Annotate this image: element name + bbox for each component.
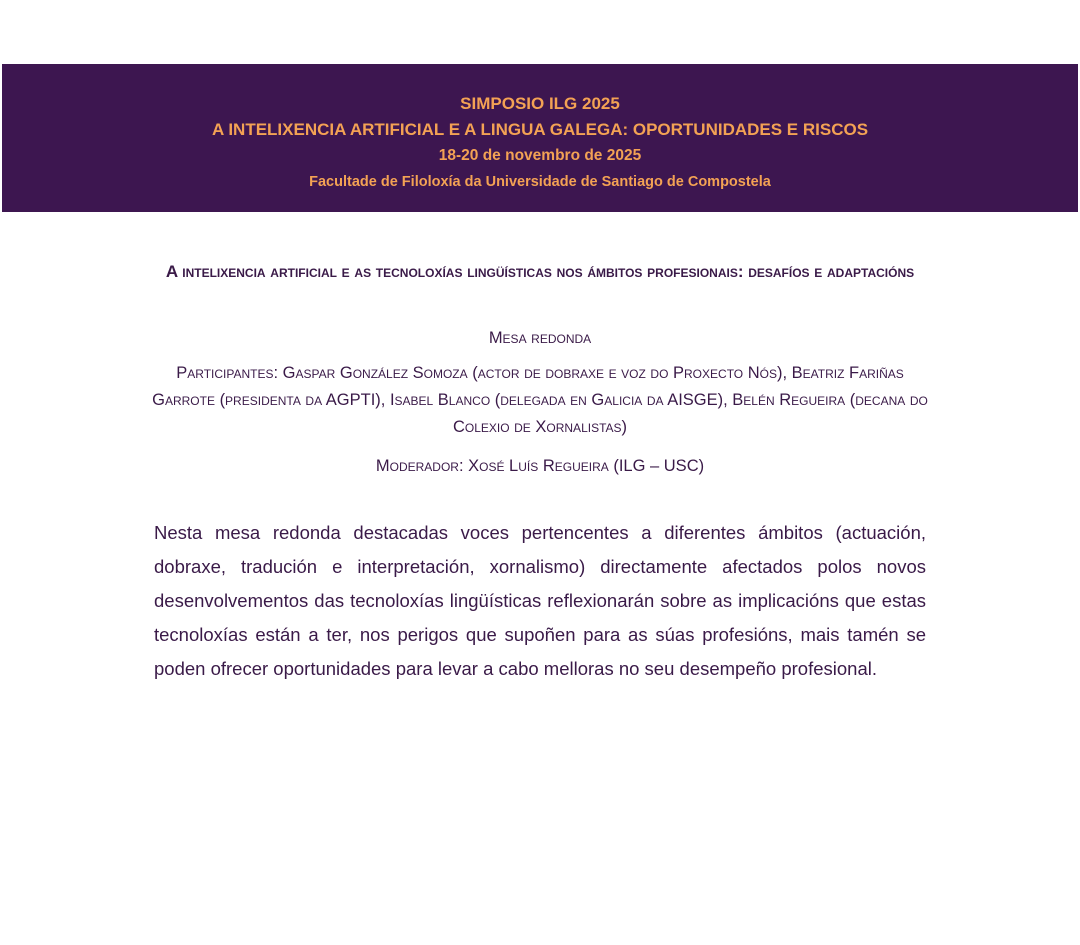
session-moderator: Moderador: Xosé Luís Regueira (ILG – USC) xyxy=(375,457,705,475)
symposium-theme: A INTELIXENCIA ARTIFICIAL E A LINGUA GALEGA: OPORTUNIDADES E RISCOS xyxy=(211,120,869,139)
symposium-banner xyxy=(2,64,1078,212)
session-title: A intelixencia artificial e as tecnoloxías lingüísticas nos ámbitos profesionais: desafíos e adaptacións xyxy=(165,262,915,281)
session-participants: Participantes: Gaspar González Somoza (actor de dobraxe e voz do Proxecto Nós), Beatriz Fariñas Garrote (presidenta da AGPTI), Isabel Blanco (delegada en Galicia da AISGE), Belén Regueira (decana do Colexio de Xornalistas) xyxy=(152,364,928,436)
session-description: Nesta mesa redonda destacadas voces pertencentes a diferentes ámbitos (actuación, dobraxe, tradución e interpretación, xornalismo) directamente afectados polos novos desenvolvementos das tecnoloxías lingüísticas reflexionarán sobre as implicacións que estas tecnoloxías están a ter, nos perigos que supoñen para as súas profesións, mais tamén se poden ofrecer oportunidades para levar a cabo melloras no seu desempeño profesional. xyxy=(154,522,926,679)
session-type: Mesa redonda xyxy=(488,329,592,347)
symposium-venue: Facultade de Filoloxía da Universidade de Santiago de Compostela xyxy=(309,174,771,190)
symposium-dates: 18-20 de novembro de 2025 xyxy=(438,147,642,164)
symposium-name: SIMPOSIO ILG 2025 xyxy=(460,94,620,113)
